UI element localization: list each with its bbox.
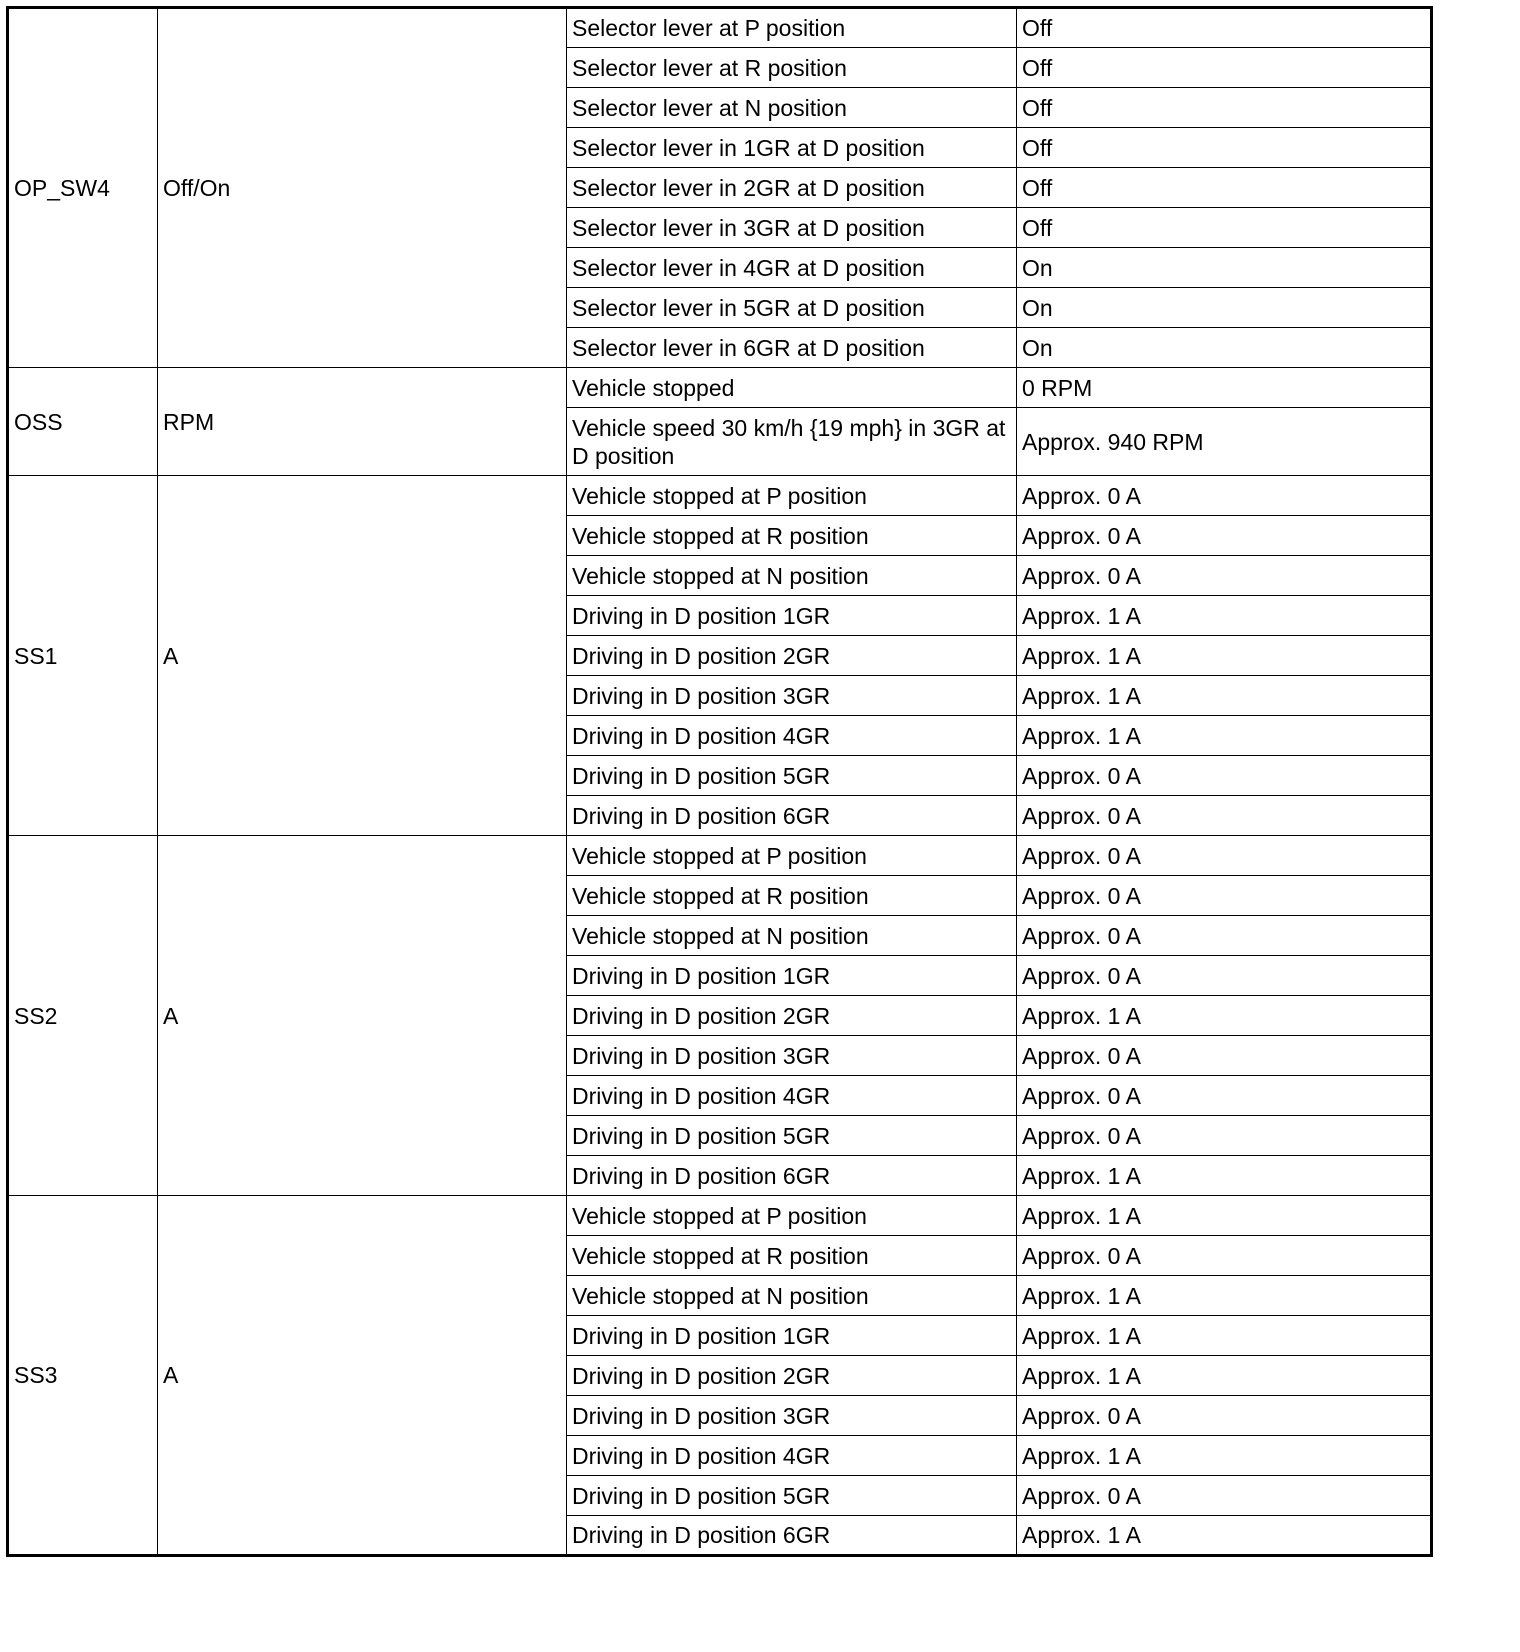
monitor-item-name: OSS [8,368,158,476]
specification-cell: Approx. 0 A [1017,876,1432,916]
condition-cell: Vehicle speed 30 km/h {19 mph} in 3GR at D position [567,408,1017,476]
specification-cell: Approx. 0 A [1017,916,1432,956]
specification-cell: Approx. 1 A [1017,1436,1432,1476]
condition-cell: Driving in D position 6GR [567,1516,1017,1556]
specification-cell: Off [1017,8,1432,48]
condition-cell: Driving in D position 6GR [567,1156,1017,1196]
table-row [8,836,1432,876]
specification-cell: Approx. 0 A [1017,516,1432,556]
condition-cell: Selector lever at P position [567,8,1017,48]
specification-cell: On [1017,248,1432,288]
condition-cell: Vehicle stopped at P position [567,836,1017,876]
condition-cell: Driving in D position 1GR [567,1316,1017,1356]
specification-cell: Approx. 1 A [1017,996,1432,1036]
specification-cell: 0 RPM [1017,368,1432,408]
table-row [8,8,1432,48]
condition-cell: Vehicle stopped at R position [567,516,1017,556]
condition-cell: Driving in D position 1GR [567,956,1017,996]
monitor-item-unit: A [158,1196,567,1556]
condition-cell: Vehicle stopped at R position [567,876,1017,916]
condition-cell: Driving in D position 2GR [567,1356,1017,1396]
specification-cell: Approx. 940 RPM [1017,408,1432,476]
specification-cell: Approx. 1 A [1017,1356,1432,1396]
specification-cell: Off [1017,48,1432,88]
monitor-item-name: SS2 [8,836,158,1196]
table-row [8,476,1432,516]
specification-cell: Approx. 0 A [1017,1476,1432,1516]
condition-cell: Vehicle stopped at N position [567,556,1017,596]
specification-cell: Approx. 0 A [1017,796,1432,836]
condition-cell: Vehicle stopped at P position [567,476,1017,516]
specification-cell: On [1017,328,1432,368]
condition-cell: Selector lever at N position [567,88,1017,128]
condition-cell: Selector lever in 4GR at D position [567,248,1017,288]
monitor-item-unit: Off/On [158,8,567,368]
condition-cell: Driving in D position 2GR [567,996,1017,1036]
table-row [8,1196,1432,1236]
monitor-item-name: SS3 [8,1196,158,1556]
specification-cell: Approx. 1 A [1017,1316,1432,1356]
specification-cell: Approx. 1 A [1017,1516,1432,1556]
specification-cell: Approx. 0 A [1017,836,1432,876]
monitor-item-unit: A [158,836,567,1196]
specification-cell: Off [1017,128,1432,168]
condition-cell: Vehicle stopped [567,368,1017,408]
condition-cell: Selector lever in 3GR at D position [567,208,1017,248]
specification-cell: Approx. 1 A [1017,676,1432,716]
table-body [8,8,1432,1556]
condition-cell: Driving in D position 3GR [567,1036,1017,1076]
condition-cell: Vehicle stopped at N position [567,916,1017,956]
specification-cell: Off [1017,168,1432,208]
condition-cell: Driving in D position 5GR [567,1476,1017,1516]
condition-cell: Selector lever in 5GR at D position [567,288,1017,328]
specification-cell: Approx. 1 A [1017,636,1432,676]
specification-cell: Approx. 1 A [1017,596,1432,636]
specification-cell: Approx. 1 A [1017,1156,1432,1196]
specification-cell: Approx. 1 A [1017,716,1432,756]
condition-cell: Driving in D position 3GR [567,1396,1017,1436]
specification-cell: Approx. 0 A [1017,1116,1432,1156]
table-row [8,368,1432,408]
specification-cell: Approx. 0 A [1017,756,1432,796]
condition-cell: Vehicle stopped at N position [567,1276,1017,1316]
condition-cell: Driving in D position 6GR [567,796,1017,836]
pid-monitor-table [6,6,1433,1557]
specification-cell: Off [1017,208,1432,248]
specification-cell: Approx. 1 A [1017,1276,1432,1316]
condition-cell: Driving in D position 2GR [567,636,1017,676]
condition-cell: Driving in D position 4GR [567,1076,1017,1116]
condition-cell: Selector lever at R position [567,48,1017,88]
specification-cell: Approx. 0 A [1017,1236,1432,1276]
specification-cell: Off [1017,88,1432,128]
specification-cell: Approx. 0 A [1017,476,1432,516]
specification-cell: Approx. 1 A [1017,1196,1432,1236]
specification-cell: Approx. 0 A [1017,556,1432,596]
monitor-item-name: SS1 [8,476,158,836]
condition-cell: Driving in D position 1GR [567,596,1017,636]
condition-cell: Driving in D position 3GR [567,676,1017,716]
condition-cell: Selector lever in 1GR at D position [567,128,1017,168]
condition-cell: Driving in D position 5GR [567,756,1017,796]
specification-cell: Approx. 0 A [1017,1396,1432,1436]
condition-cell: Driving in D position 4GR [567,716,1017,756]
condition-cell: Driving in D position 4GR [567,1436,1017,1476]
monitor-item-unit: RPM [158,368,567,476]
monitor-item-name: OP_SW4 [8,8,158,368]
specification-cell: Approx. 0 A [1017,1036,1432,1076]
condition-cell: Selector lever in 2GR at D position [567,168,1017,208]
specification-cell: Approx. 0 A [1017,1076,1432,1116]
condition-cell: Driving in D position 5GR [567,1116,1017,1156]
condition-cell: Selector lever in 6GR at D position [567,328,1017,368]
condition-cell: Vehicle stopped at R position [567,1236,1017,1276]
specification-cell: On [1017,288,1432,328]
condition-cell: Vehicle stopped at P position [567,1196,1017,1236]
specification-cell: Approx. 0 A [1017,956,1432,996]
monitor-item-unit: A [158,476,567,836]
